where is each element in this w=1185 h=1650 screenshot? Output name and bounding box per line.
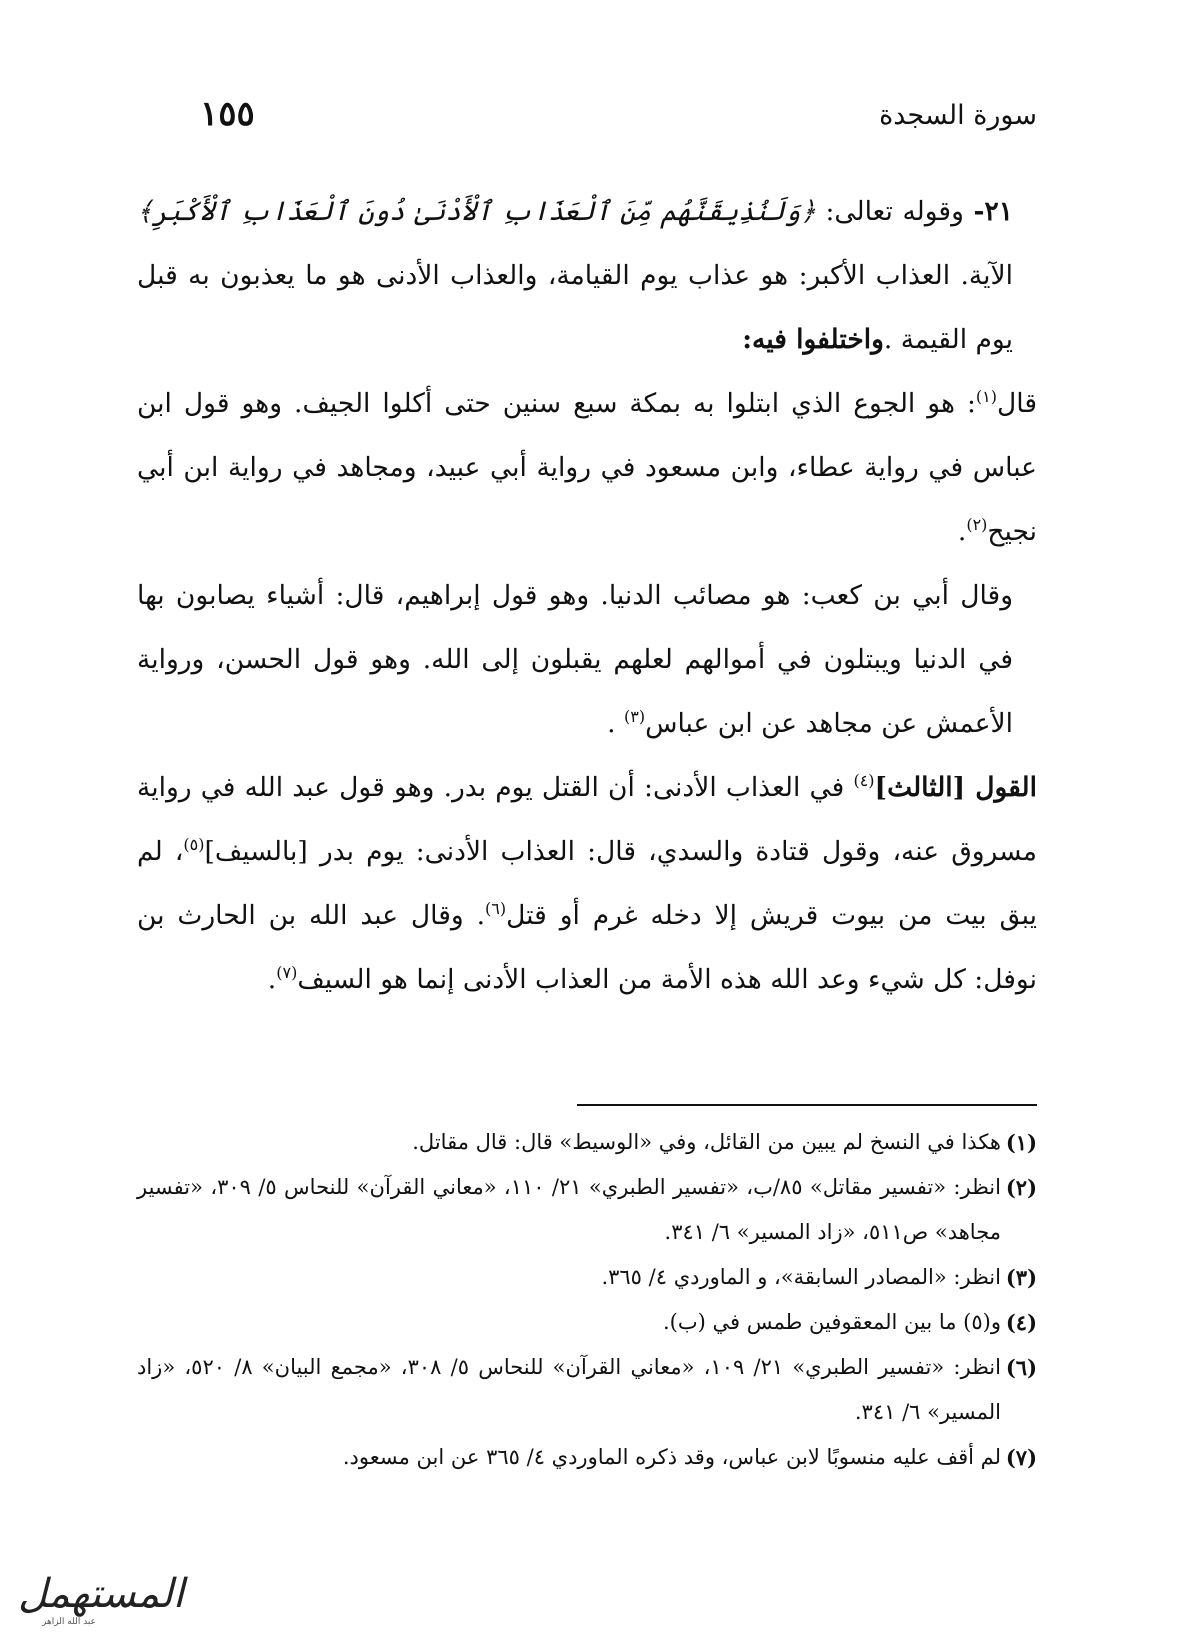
footnote-item [137, 1345, 1037, 1435]
footnote-number: (٦) [1005, 1355, 1037, 1380]
footnote-item [137, 1165, 1037, 1255]
footnote-number: (٢) [1005, 1175, 1037, 1200]
footnote-number: (٤) [1005, 1310, 1037, 1335]
footnote-ref: (٤) [853, 771, 875, 791]
footnote-number: (٣) [1005, 1265, 1037, 1290]
paragraph-text: . [607, 708, 625, 739]
paragraph-text: وقال أبي بن كعب: هو مصائب الدنيا. وهو قول إبراهيم، قال: أشياء يصابون بها في الدنيا ويبتلون في أموالهم لعلهم يقبلون إلى الله. وهو قول الحسن، ورواية الأعمش عن مجاهد عن ابن عباس [137, 580, 1013, 739]
page-number: ١٥٥ [200, 94, 255, 134]
footnote-text: هكذا في النسخ لم يبين من القائل، وفي «الوسيط» قال: قال مقاتل. [412, 1130, 1001, 1154]
footnote-item [137, 1120, 1037, 1165]
paragraph-text: الآية. العذاب الأكبر: هو عذاب يوم القيامة، والعذاب الأدنى هو ما يعذبون به قبل يوم القيمة . [137, 260, 1013, 355]
verse-intro: وقوله تعالى: [815, 196, 974, 227]
paragraph-text: . [957, 516, 967, 547]
paragraph-text: ، لم يبق بيت من بيوت قريش إلا دخله غرم أو قتل [137, 836, 1037, 931]
verse-number: ٢١- [973, 196, 1013, 227]
footnote-text: انظر: «تفسير الطبري» ٢١/ ١٠٩، «معاني القرآن» للنحاس ٥/ ٣٠٨، «مجمع البيان» ٨/ ٥٢٠، «زاد المسير» ٦/ ٣٤١. [137, 1355, 1001, 1424]
footnote-text: و(٥) ما بين المعقوفين طمس في (ب). [662, 1310, 1001, 1334]
footnote-text: انظر: «المصادر السابقة»، و الماوردي ٤/ ٣٦٥. [601, 1265, 1001, 1289]
footnote-item [137, 1255, 1037, 1300]
logo-subtitle: عبد الله الزاهر [42, 1617, 96, 1627]
paragraph-2 [137, 372, 1037, 564]
footnote-ref: (٧) [276, 963, 298, 983]
footnote-ref: (٢) [966, 515, 988, 535]
paragraph-text: . [267, 964, 277, 995]
footnote-text: انظر: «تفسير مقاتل» ٨٥/ب، «تفسير الطبري» ٢١/ ١١٠، «معاني القرآن» للنحاس ٥/ ٣٠٩، «تفسير مجاهد» ص٥١١، «زاد المسير» ٦/ ٣٤١. [137, 1175, 1001, 1244]
main-text [137, 180, 1037, 1012]
quran-verse: ﴿وَلَنُذِيقَنَّهُم مِّنَ ٱلْعَذَابِ ٱلْأَدْنَىٰ دُونَ ٱلْعَذَابِ ٱلْأَكْبَرِ﴾ [137, 196, 816, 227]
sura-title: سورة السجدة [879, 100, 1037, 131]
footnote-ref: (٦) [485, 899, 507, 919]
footnote-number: (١) [1005, 1130, 1037, 1155]
paragraph-bold-text: القول [الثالث] [874, 772, 1037, 803]
footnote-text: لم أقف عليه منسوبًا لابن عباس، وقد ذكره الماوردي ٤/ ٣٦٥ عن ابن مسعود. [342, 1445, 1001, 1469]
paragraph-4 [137, 756, 1037, 1012]
publisher-logo [10, 1565, 185, 1637]
paragraph-text: . وقال عبد الله بن الحارث بن نوفل: كل شيء وعد الله هذه الأمة من العذاب الأدنى إنما هو السيف [137, 900, 1037, 995]
footnote-ref: (٥) [183, 835, 205, 855]
paragraph-1 [137, 180, 1037, 372]
paragraph-text: : هو الجوع الذي ابتلوا به بمكة سبع سنين حتى أكلوا الجيف. وهو قول ابن عباس في رواية عطاء، وابن مسعود في رواية أبي عبيد، ومجاهد في رواية ابن أبي نجيح [137, 388, 1037, 547]
footnote-number: (٧) [1005, 1445, 1037, 1470]
page-header [200, 94, 1037, 150]
footnote-item [137, 1300, 1037, 1345]
paragraph-3 [137, 564, 1037, 756]
logo-calligraphy: المستهمل [18, 1571, 185, 1617]
footnote-item [137, 1435, 1037, 1480]
footnote-ref: (٣) [624, 707, 646, 727]
paragraph-text: في العذاب الأدنى: أن القتل يوم بدر. وهو قول عبد الله في رواية مسروق عنه، وقول قتادة والسدي، قال: العذاب الأدنى: يوم بدر [بالسيف] [137, 772, 1038, 867]
footnote-divider [577, 1104, 1037, 1106]
paragraph-bold-text: واختلفوا فيه: [742, 324, 884, 355]
footnote-ref: (١) [975, 387, 997, 407]
footnotes [137, 1120, 1037, 1480]
paragraph-text: قال [997, 388, 1037, 419]
